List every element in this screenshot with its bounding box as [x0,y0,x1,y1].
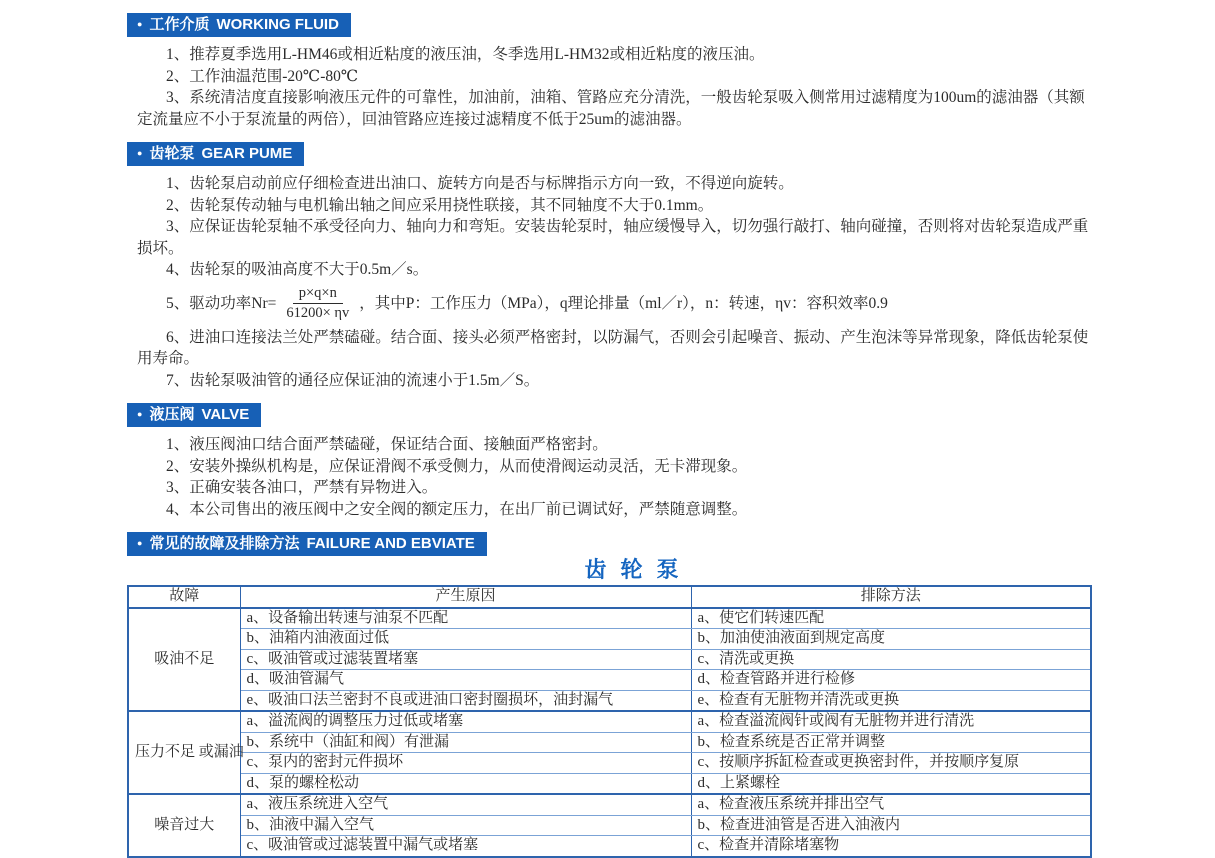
cause-cell: c、吸油管或过滤装置中漏气或堵塞 [240,836,691,857]
section-gear-pump [127,142,1090,391]
remedy-cell: b、加油使油液面到规定高度 [691,629,1091,650]
section-heading-failure [127,532,487,556]
remedy-cell: d、上紧螺栓 [691,773,1091,794]
section-valve [127,403,1090,520]
cause-cell: b、油箱内油液面过低 [240,629,691,650]
paragraph: 3、正确安装各油口，严禁有异物进入。 [166,479,438,496]
bullet-icon: ● [137,19,143,29]
section-heading-working-fluid [127,13,351,37]
paragraph: 7、齿轮泵吸油管的通径应保证油的流速小于1.5m／S。 [166,371,540,389]
formula-fraction [280,285,355,322]
bullet-icon: ● [137,538,143,548]
cause-cell: d、吸油管漏气 [240,670,691,691]
table-row [128,690,1091,711]
table-row [128,649,1091,670]
cause-cell: b、系统中（油缸和阀）有泄漏 [240,732,691,753]
remedy-cell: e、检查有无脏物并清洗或更换 [691,690,1091,711]
paragraph: 3、系统清洁度直接影响液压元件的可靠性，加油前，油箱、管路应充分清洗，一般齿轮泵吸入侧常用过滤精度为100um的滤油器（其额定流量应不小于泵流量的两倍），回油管路应连接过滤精度不低于25um的滤油器。 [137,89,1085,128]
bullet-icon: ● [137,409,143,419]
paragraph: 3、应保证齿轮泵轴不承受径向力、轴向力和弯矩。安装齿轮泵时，轴应缓慢导入，切勿强行敲打、轴向碰撞，否则将对齿轮泵造成严重损坏。 [137,218,1089,257]
cause-cell: a、设备输出转速与油泵不匹配 [240,608,691,629]
table-row [128,794,1091,815]
cause-cell: b、油液中漏入空气 [240,815,691,836]
table-row [128,608,1091,629]
paragraph: 4、本公司售出的液压阀中之安全阀的额定压力，在出厂前已调试好，严禁随意调整。 [166,500,748,518]
cause-cell: c、吸油管或过滤装置堵塞 [240,649,691,670]
drive-power-formula [137,283,1090,325]
formula-numerator: p×q×n [293,285,343,304]
table-row [128,836,1091,857]
heading-en: FAILURE AND EBVIATE [306,535,475,552]
paragraph: 1、齿轮泵启动前应仔细检查进出油口、旋转方向是否与标牌指示方向一致，不得逆向旋转。 [166,175,794,192]
header-fault: 故障 [128,586,240,608]
working-fluid-paragraphs [137,44,1090,130]
gear-pump-paragraphs-after [137,327,1090,392]
valve-paragraphs [137,434,1090,520]
table-row [128,732,1091,753]
fault-cell: 压力不足 或漏油 [128,711,240,794]
table-row [128,629,1091,650]
cause-cell: a、溢流阀的调整压力过低或堵塞 [240,711,691,732]
cause-cell: a、液压系统进入空气 [240,794,691,815]
cause-cell: c、泵内的密封元件损坏 [240,753,691,774]
heading-zh: 工作介质 [149,16,210,33]
cause-cell: e、吸油口法兰密封不良或进油口密封圈损坏，油封漏气 [240,690,691,711]
fault-table [127,585,1092,858]
remedy-cell: c、检查并清除堵塞物 [691,836,1091,857]
section-failure [127,532,1090,858]
paragraph: 2、工作油温范围-20℃-80℃ [166,67,359,85]
section-working-fluid [127,13,1090,130]
remedy-cell: b、检查系统是否正常并调整 [691,732,1091,753]
remedy-cell: c、按顺序拆缸检查或更换密封件，并按顺序复原 [691,753,1091,774]
table-row [128,773,1091,794]
table-row [128,711,1091,732]
paragraph: 6、进油口连接法兰处严禁磕碰。结合面、接头必须严格密封，以防漏气，否则会引起噪音、振动、产生泡沫等异常现象，降低齿轮泵使用寿命。 [137,328,1089,367]
remedy-cell: a、使它们转速匹配 [691,608,1091,629]
remedy-cell: b、检查进油管是否进入油液内 [691,815,1091,836]
table-row [128,753,1091,774]
formula-denominator: 61200× ηv [286,305,350,321]
paragraph: 1、推荐夏季选用L-HM46或相近粘度的液压油，冬季选用L-HM32或相近粘度的液压油。 [166,46,765,63]
remedy-cell: a、检查液压系统并排出空气 [691,794,1091,815]
paragraph: 4、齿轮泵的吸油高度不大于0.5m／s。 [166,261,429,278]
remedy-cell: d、检查管路并进行检修 [691,670,1091,691]
bullet-icon: ● [137,148,143,158]
header-cause: 产生原因 [240,586,691,608]
heading-zh: 液压阀 [149,406,195,423]
heading-zh: 齿轮泵 [149,145,195,162]
header-remedy: 排除方法 [691,586,1091,608]
table-title: 齿轮泵 [584,557,693,582]
heading-zh: 常见的故障及排除方法 [149,535,300,552]
heading-en: WORKING FLUID [216,16,339,33]
paragraph: 2、齿轮泵传动轴与电机输出轴之间应采用挠性联接，其不同轴度不大于0.1mm。 [166,196,714,214]
fault-cell: 吸油不足 [128,608,240,712]
fault-cell: 噪音过大 [128,794,240,857]
formula-prefix: 5、驱动功率Nr= [166,295,277,312]
heading-en: GEAR PUME [201,145,293,162]
gear-pump-paragraphs [137,173,1090,281]
table-header-row [128,586,1091,608]
remedy-cell: c、清洗或更换 [691,649,1091,670]
heading-en: VALVE [201,406,250,423]
cause-cell: d、泵的螺栓松动 [240,773,691,794]
paragraph: 1、液压阀油口结合面严禁磕碰，保证结合面、接触面严格密封。 [166,436,608,453]
formula-suffix: ，其中P：工作压力（MPa），q理论排量（ml／r），n：转速，ηv：容积效率0.9 [359,295,888,312]
section-heading-valve [127,403,261,427]
table-row [128,670,1091,691]
table-row [128,815,1091,836]
paragraph: 2、安装外操纵机构是，应保证滑阀不承受侧力，从而使滑阀运动灵活，无卡滞现象。 [166,457,748,475]
remedy-cell: a、检查溢流阀针或阀有无脏物并进行清洗 [691,711,1091,732]
section-heading-gear-pump [127,142,304,166]
